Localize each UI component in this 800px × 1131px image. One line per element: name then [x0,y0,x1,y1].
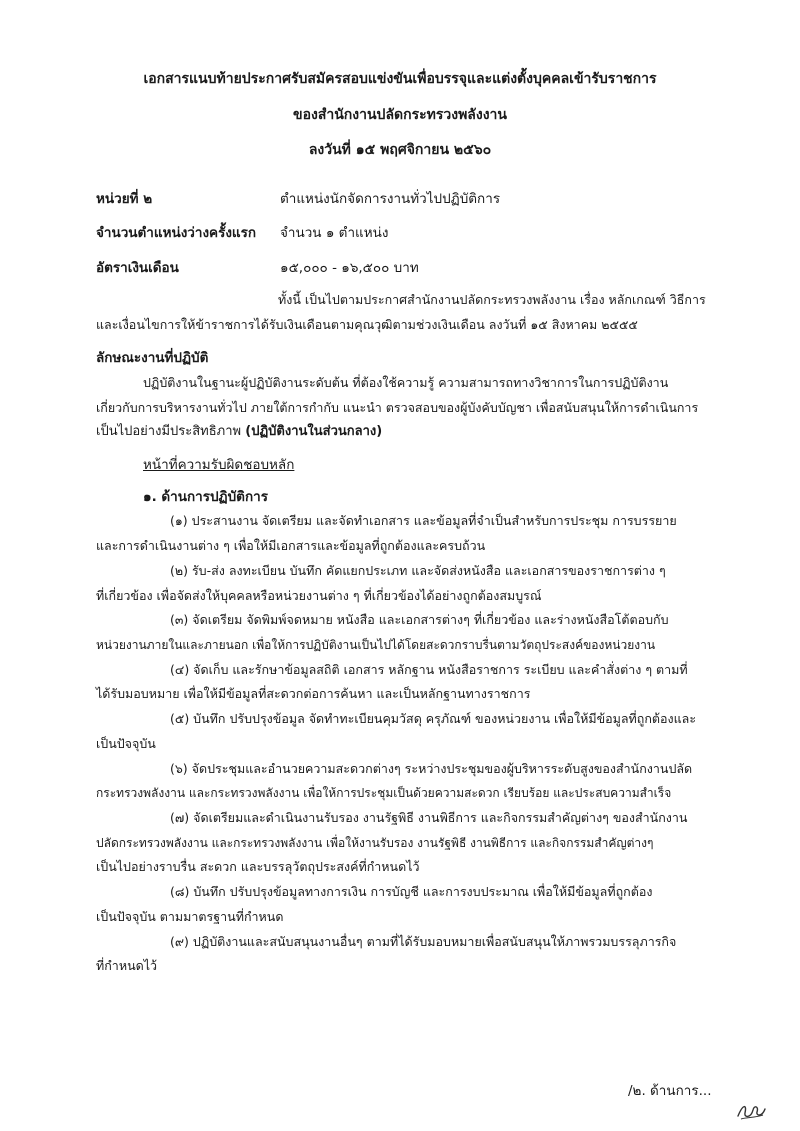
duty-item-9-line2: ที่กำหนดไว้ [96,958,158,973]
doc-title-line2: ของสำนักงานปลัดกระทรวงพลังงาน [293,107,507,123]
salary-label: อัตราเงินเดือน [96,260,179,276]
salary-value: ๑๕,๐๐๐ - ๑๖,๕๐๐ บาท [280,260,419,276]
job-desc-line3-text: เป็นไปอย่างมีประสิทธิภาพ [96,424,246,439]
duty-item-8-line1: (๘) บันทึก ปรับปรุงข้อมูลทางการเงิน การบัญชี และการงบประมาณ เพื่อให้มีข้อมูลที่ถูกต้อง [170,884,653,899]
duty-item-4-line2: ได้รับมอบหมาย เพื่อให้มีข้อมูลที่สะดวกต่อการค้นหา และเป็นหลักฐานทางราชการ [96,686,531,701]
duty-item-8-line2: เป็นปัจจุบัน ตามมาตรฐานที่กำหนด [96,909,284,924]
salary-note-line2: และเงื่อนไขการให้ข้าราชการได้รับเงินเดือนตามคุณวุฒิตามช่วงเงินเดือน ลงวันที่ ๑๕ สิงหาคม ๒๕๕๕ [96,317,638,332]
vacancy-value: จำนวน ๑ ตำแหน่ง [280,225,389,241]
duty-item-7-line2: ปลัดกระทรวงพลังงาน และกระทรวงพลังงาน เพื่อให้งานรับรอง งานรัฐพิธี งานพิธีการ และกิจกรรมสำคัญต่างๆ [96,836,654,850]
duty-item-5-line1: (๕) บันทึก ปรับปรุงข้อมูล จัดทำทะเบียนคุมวัสดุ ครุภัณฑ์ ของหน่วยงาน เพื่อให้มีข้อมูลที่ถูกต้องและ [170,711,697,726]
duty-item-3-line1: (๓) จัดเตรียม จัดพิมพ์จดหมาย หนังสือ และเอกสารต่างๆ ที่เกี่ยวข้อง และร่างหนังสือโต้ตอบกับ [170,612,669,627]
job-location: (ปฏิบัติงานในส่วนกลาง) [245,424,383,439]
duty-item-9-line1: (๙) ปฏิบัติงานและสนับสนุนงานอื่นๆ ตามที่ได้รับมอบหมายเพื่อสนับสนุนให้ภาพรวมบรรลุภารกิจ [170,934,677,949]
duty-item-5-line2: เป็นปัจจุบัน [96,736,156,751]
duty-item-1-line1: (๑) ประสานงาน จัดเตรียม และจัดทำเอกสาร และข้อมูลที่จำเป็นสำหรับการประชุม การบรรยาย [170,513,677,528]
duty-item-6-line2: กระทรวงพลังงาน และกระทรวงพลังงาน เพื่อให้การประชุมเป็นด้วยความสะดวก เรียบร้อย และประสบความสำเร็จ [96,786,672,800]
job-desc-line2: เกี่ยวกับการบริหารงานทั่วไป ภายใต้การกำกับ แนะนำ ตรวจสอบของผู้บังคับบัญชา เพื่อสนับสนุนให้การดำเนินการ [96,400,699,415]
job-heading: ลักษณะงานที่ปฏิบัติ [96,350,209,366]
duty-item-2-line2: ที่เกี่ยวข้อง เพื่อจัดส่งให้บุคคลหรือหน่วยงานต่าง ๆ ที่เกี่ยวข้องได้อย่างถูกต้องสมบูรณ์ [96,588,542,603]
salary-note-line1: ทั้งนี้ เป็นไปตามประกาศสำนักงานปลัดกระทรวงพลังงาน เรื่อง หลักเกณฑ์ วิธีการ [278,292,706,307]
signature-icon [735,1100,767,1122]
duty-item-1-line2: และการดำเนินงานต่าง ๆ เพื่อให้มีเอกสารและข้อมูลที่ถูกต้องและครบถ้วน [96,538,486,553]
job-desc-line3 [96,423,382,441]
unit-label: หน่วยที่ ๒ [96,191,153,207]
duty-item-7-line1: (๗) จัดเตรียมและดำเนินงานรับรอง งานรัฐพิธี งานพิธีการ และกิจกรรมสำคัญต่างๆ ของสำนักงาน [170,810,688,825]
duty-item-3-line2: หน่วยงานภายในและภายนอก เพื่อให้การปฏิบัติงานเป็นไปได้โดยสะดวกราบรื่นตามวัตถุประสงค์ของหน่วยงาน [96,638,656,652]
duty-item-6-line1: (๖) จัดประชุมและอำนวยความสะดวกต่างๆ ระหว่างประชุมของผู้บริหารระดับสูงของสำนักงานปลัด [170,761,693,776]
section-operations-heading: ๑. ด้านการปฏิบัติการ [143,489,268,505]
duties-heading: หน้าที่ความรับผิดชอบหลัก [143,457,295,473]
duty-item-2-line1: (๒) รับ-ส่ง ลงทะเบียน บันทึก คัดแยกประเภท และจัดส่งหนังสือ และเอกสารของราชการต่าง ๆ [170,563,666,578]
page-continuation: /๒. ด้านการ... [628,1083,712,1099]
duty-item-4-line1: (๔) จัดเก็บ และรักษาข้อมูลสถิติ เอกสาร หลักฐาน หนังสือราชการ ระเบียบ และคำสั่งต่าง ๆ ตามที่ [170,662,688,677]
vacancy-label: จำนวนตำแหน่งว่างครั้งแรก [96,225,257,241]
doc-title-line1: เอกสารแนบท้ายประกาศรับสมัครสอบแข่งขันเพื่อบรรจุและแต่งตั้งบุคคลเข้ารับราชการ [143,71,657,87]
duty-item-7-line3: เป็นไปอย่างราบรื่น สะดวก และบรรลุวัตถุประสงค์ที่กำหนดไว้ [96,859,420,874]
job-desc-line1: ปฏิบัติงานในฐานะผู้ปฏิบัติงานระดับต้น ที่ต้องใช้ความรู้ ความสามารถทางวิชาการในการปฏิบัติงาน [143,375,669,390]
doc-title-date: ลงวันที่ ๑๕ พฤศจิกายน ๒๕๖๐ [308,142,492,158]
unit-value: ตำแหน่งนักจัดการงานทั่วไปปฏิบัติการ [280,191,501,207]
